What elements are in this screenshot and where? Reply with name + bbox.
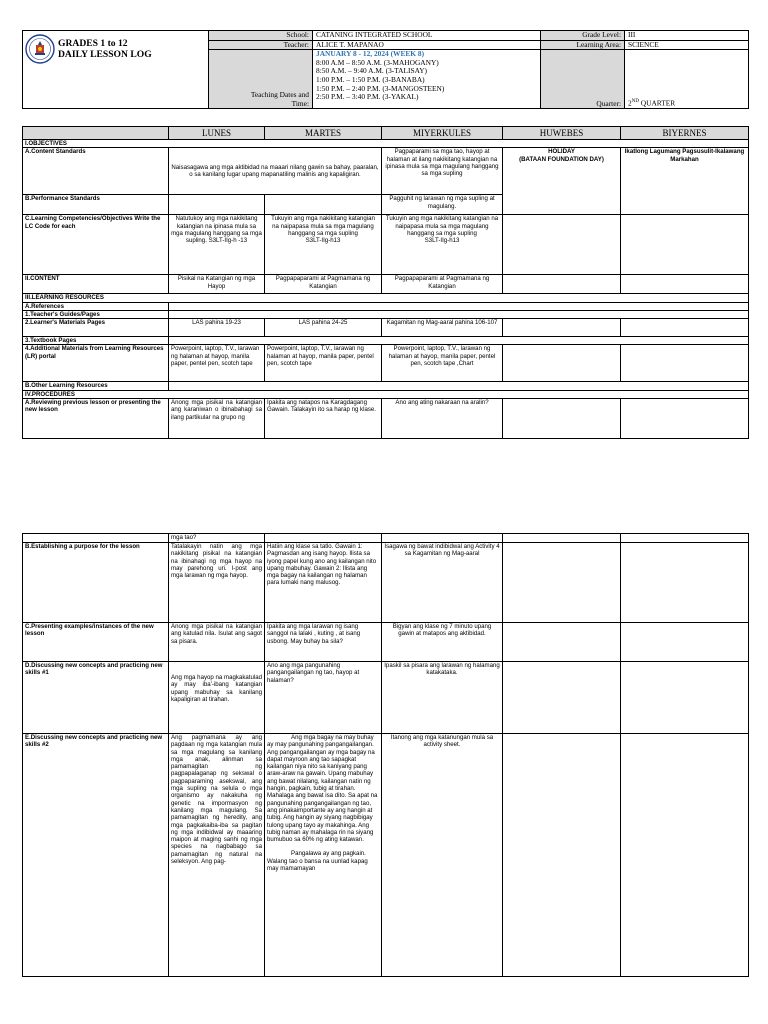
teacher-value: ALICE T. MAPANAO <box>313 40 541 50</box>
discuss2-wed: Itanong ang mga katanungan mula sa activity sheet. <box>382 734 503 977</box>
row-label-additional-materials: 4.Additional Materials from Learning Resources (LR) portal <box>23 345 169 382</box>
time-slot: 2:50 P.M. – 3:40 P.M. (3-YAKAL) <box>316 92 419 102</box>
lm-wed: Kagamitan ng Mag-aaral pahina 106-107 <box>382 319 503 337</box>
perf-std-wed: Pagguhit ng larawan ng mga supling at magulang. <box>382 195 503 215</box>
lm-fri <box>621 319 749 337</box>
discuss2-thu <box>503 734 621 977</box>
row-label-references: A.References <box>23 302 169 310</box>
school-value: CATANING INTEGRATED SCHOOL <box>313 31 541 41</box>
lc-wed <box>382 215 503 275</box>
purpose-tue: Hatiin ang klase sa tatlo. Gawain 1: Pagmasdan ang isang hayop. Ilista sa iyong papel kung ano ang kailangan nito upang mabuhay. Gawain 2: Ilista ang mga bagay na kailangan ng halaman para lumaki nang malusog. <box>265 543 382 623</box>
holiday-cell <box>503 148 621 215</box>
teaching-dates-value <box>313 50 541 109</box>
holiday-subtitle: (BATAAN FOUNDATION DAY) <box>519 155 604 163</box>
section-procedures: IV.PROCEDURES <box>23 390 749 398</box>
lc-wed-text: Tukuyin ang mga nakikitang katangian na naipapasa mula sa mga magulang hanggang sa mga supling <box>385 215 499 237</box>
discuss1-fri <box>621 662 749 734</box>
section-learning-resources: III.LEARNING RESOURCES <box>23 294 749 302</box>
deped-seal-icon <box>25 34 55 64</box>
time-slot: 8:00 A.M – 8:50 A.M. (3-MAHOGANY) <box>316 57 439 67</box>
learning-area-label: Learning Area: <box>541 40 625 50</box>
row-label-presenting-examples: C.Presenting examples/instances of the new lesson <box>23 623 169 662</box>
continued-label <box>23 534 169 543</box>
add-wed: Powerpoint, laptop, T.V., larawan ng halaman at hayop, manila paper, pentel pen, scotch tape ,Chart <box>382 345 503 382</box>
lm-thu <box>503 319 621 337</box>
discuss2-mon: Ang pagmamana ay ang pagdaan ng mga katangian mula sa mga magulang sa kanilang mga anak, alinman sa pamamagitan ng pagpapalaganap ng sekswal o pagpaparaming asekswal, ang mga supling na selula o mga organismo ay nakakuha ng genetic na impormasyon ng kanilang mga magulang. Sa pamamagitan ng heredity, ang mga pagkakaiba-iba sa pagitan ng mga indibidwal ay maaaring maipon at maging sanhi ng mga species na nagbabago sa pamamagitan ng natural na seleksyon. Ang pag- <box>169 734 265 977</box>
quarter-label: Quarter: <box>541 50 625 109</box>
examples-mon: Anong mga pisikal na katangian ang katulad nila. Isulat ang sagot sa pisara. <box>169 623 265 662</box>
continued-fri <box>621 534 749 543</box>
quarter-ordinal: ND <box>631 99 639 105</box>
day-header-wednesday: MIYERKULES <box>382 127 503 140</box>
discuss2-tue <box>265 734 382 977</box>
purpose-fri <box>621 543 749 623</box>
grade-level-label: Grade Level: <box>541 31 625 41</box>
review-mon: Anong mga pisikal na katangian ang karaniwan o ibinabahagi sa ilang partikular na grupo ng <box>169 399 265 439</box>
discuss1-mon: Ang mga hayop na magkakatulad ay may iba'-ibang katangian upang mabuhay sa kanilang kapaligiran at tirahan. <box>169 662 265 734</box>
section-objectives: I.OBJECTIVES <box>23 140 749 148</box>
teaching-dates-label-2: Time: <box>291 98 309 108</box>
continued-tue <box>265 534 382 543</box>
holiday-title: HOLIDAY <box>548 148 575 156</box>
continued-wed <box>382 534 503 543</box>
row-label-establishing-purpose: B.Establishing a purpose for the lesson <box>23 543 169 623</box>
examples-thu <box>503 623 621 662</box>
lc-fri <box>621 215 749 275</box>
learning-area-value: SCIENCE <box>625 40 749 50</box>
row-label-content: II.CONTENT <box>23 275 169 294</box>
content-fri <box>621 275 749 294</box>
grade-level-value: III <box>625 31 749 41</box>
content-standard-wed: Pagpaparami sa mga tao, hayop at halaman at ilang nakikitang katangian na ipinasa mula sa mga magulang hanggang sa mga supling <box>382 148 503 195</box>
row-label-discussing-1: D.Discussing new concepts and practicing new skills #1 <box>23 662 169 734</box>
add-fri <box>621 345 749 382</box>
discuss2-fri <box>621 734 749 977</box>
review-fri <box>621 399 749 439</box>
lesson-log-table <box>22 126 749 439</box>
add-tue: Powerpoint, laptop, T.V., larawan ng halaman at hayop, manila paper, pentel pen, scotch tape <box>265 345 382 382</box>
day-header-monday: LUNES <box>169 127 265 140</box>
discuss2-tue-paragraph-2: Pangalawa ay ang pagkain. Walang tao o bansa na uunlad kapag may mamamayan <box>267 850 368 873</box>
corner-header <box>23 127 169 140</box>
row-label-learning-competencies: C.Learning Competencies/Objectives Write the LC Code for each <box>23 215 169 275</box>
day-header-tuesday: MARTES <box>265 127 382 140</box>
row-label-other-resources: B.Other Learning Resources <box>23 382 169 390</box>
row-label-learners-materials: 2.Learner's Materials Pages <box>23 319 169 337</box>
perf-std-mon <box>169 195 265 215</box>
quarter-value <box>625 50 749 109</box>
other-resources-cell <box>169 382 749 390</box>
teacher-label: Teacher: <box>209 40 313 50</box>
teaching-dates-label-1: Teaching Dates and <box>250 90 309 99</box>
discuss2-tue-paragraph-1: Ang mga bagay na may buhay ay may pangunahing pangangailangan. Ang pangangailangan ay mga bagay na dapat mayroon ang tao sapagkat kailangan niya nito sa kaniyang pang araw-araw na gawain. Upang mabuhay ang bawat nilalang, kailangan natin ng hangin, pagkain, tubig at tirahan. Mahalaga ang bawat isa dito. Sa apat na pangunahing pangangailangan ng tao, ang pinakaimportante ay ang hangin at tubig. Ang hangin ay siyang nagbibigay tulong upang tayo ay makahinga. Ang tubig naman ay mahalaga rin na siyang bumubuo sa 60% ng ating katawan. <box>267 734 378 844</box>
textbook-cell <box>169 337 749 345</box>
purpose-wed: Isagawa ng bawat indibidwal ang Activity 4 sa Kagamitan ng Mag-aaral <box>382 543 503 623</box>
dates-heading: JANUARY 8 - 12, 2024 (WEEK 8) <box>316 49 425 59</box>
lm-tue: LAS pahina 24-25 <box>265 319 382 337</box>
references-cell <box>169 302 749 310</box>
time-slot: 1:50 P.M. – 2:40 P.M. (3-MANGOSTEEN) <box>316 83 445 93</box>
row-label-textbook: 3.Textbook Pages <box>23 337 169 345</box>
row-label-reviewing-lesson: A.Reviewing previous lesson or presenting the new lesson <box>23 399 169 439</box>
row-label-performance-standards: B.Performance Standards <box>23 195 169 215</box>
quarter-number: 2 <box>628 98 632 108</box>
day-header-thursday: HUWEBES <box>503 127 621 140</box>
row-label-content-standards: A.Content Standards <box>23 148 169 195</box>
examples-tue: Ipakita ang mga larawan ng isang sanggol na lalaki , kuting , at isang usbong. May buhay ba sila? <box>265 623 382 662</box>
quarter-word: QUARTER <box>638 98 676 108</box>
continued-thu <box>503 534 621 543</box>
lc-tue-code: S3LT-IIg-h13 <box>305 237 341 245</box>
lc-thu <box>503 215 621 275</box>
discuss1-tue: Ano ang mga pangunahing pangangailangan ng tao, hayop at halaman? <box>265 662 382 734</box>
content-standard-mon-tue: Naisasagawa ang mga aktibidad na maaari nilang gawin sa bahay, paaralan, o sa kanilang lugar upang mapanatiling malinis ang kapaligiran. <box>169 148 382 195</box>
review-tue: Ipakita ang natapos na Karagdagang Gawain. Talakayin ito sa harap ng klase. <box>265 399 382 439</box>
discuss1-wed: Ipaskil sa pisara ang larawan ng halamang katakataka. <box>382 662 503 734</box>
content-thu <box>503 275 621 294</box>
lc-wed-code: S3LT-IIg-h13 <box>424 237 460 245</box>
lesson-log-table-continued <box>22 533 749 977</box>
lc-mon: Natutukoy ang mga nakikitang katangian na ipinasa mula sa mga magulang hanggang sa mga supling. S3LT-IIg-h -13 <box>169 215 265 275</box>
header-table <box>22 30 749 109</box>
header-title-cell <box>23 31 209 109</box>
time-slot: 8:50 A.M. – 9:40 A.M. (3-TALISAY) <box>316 66 428 76</box>
lm-mon: LAS pahina 19-23 <box>169 319 265 337</box>
examples-fri <box>621 623 749 662</box>
time-slot: 1:00 P.M. – 1:50 P.M. (3-BANABA) <box>316 74 425 84</box>
teaching-dates-label <box>209 50 313 109</box>
review-wed: Ano ang ating nakaraan na aralin? <box>382 399 503 439</box>
purpose-thu <box>503 543 621 623</box>
content-wed: Pagpapaparami at Pagmamana ng Katangian <box>382 275 503 294</box>
perf-std-tue <box>265 195 382 215</box>
title-line-2: DAILY LESSON LOG <box>58 49 152 60</box>
purpose-mon: Tatalakayin natin ang mga nakikitang pisikal na katangian na ibinahagi ng mga hayop na may parehong uri. I-post ang mga larawan ng mga hayop. <box>169 543 265 623</box>
content-tue: Pagpapaparami at Pagmamana ng Katangian <box>265 275 382 294</box>
review-thu <box>503 399 621 439</box>
continued-mon: mga tao? <box>169 534 265 543</box>
row-label-teachers-guide: 1.Teacher's Guides/Pages <box>23 310 169 318</box>
row-label-discussing-2: E.Discussing new concepts and practicing new skills #2 <box>23 734 169 977</box>
examples-wed: Bigyan ang klase ng 7 minuto upang gawin at matapos ang aktibidad. <box>382 623 503 662</box>
discuss1-thu <box>503 662 621 734</box>
lc-tue-text: Tukuyin ang mga nakikitang katangian na naipapasa mula sa mga magulang hanggang sa mga supling <box>271 215 375 237</box>
add-mon: Powerpoint, laptop, T.V., larawan ng halaman at hayop, manila paper, pentel pen, scotch tape <box>169 345 265 382</box>
day-header-friday: BIYERNES <box>621 127 749 140</box>
school-label: School: <box>209 31 313 41</box>
teachers-guide-cell <box>169 310 749 318</box>
content-mon: Pisikal na Katangian ng mga Hayop <box>169 275 265 294</box>
add-thu <box>503 345 621 382</box>
lc-tue <box>265 215 382 275</box>
title-line-1: GRADES 1 to 12 <box>58 38 128 49</box>
friday-test-cell: Ikatlong Lagumang Pagsusulit-Ikalawang Markahan <box>621 148 749 215</box>
